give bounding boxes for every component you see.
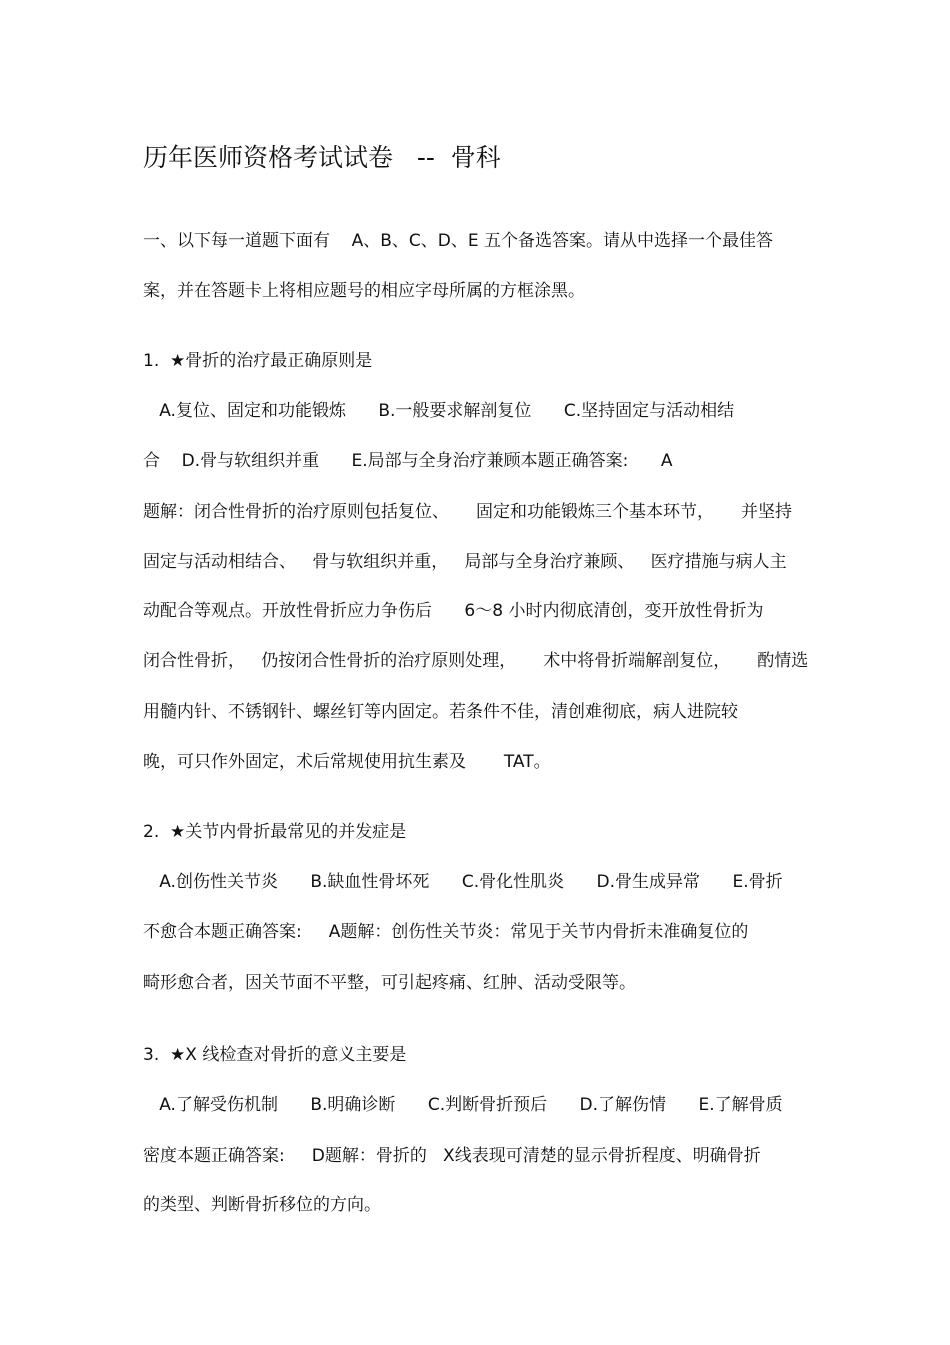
page-title: 历年医师资格考试试卷 -- 骨科 xyxy=(143,143,501,172)
question-text-line: 固定与活动相结合、 骨与软组织并重， 局部与全身治疗兼顾、 医疗措施与病人主 xyxy=(143,552,787,572)
question-stem: 1. ★骨折的治疗最正确原则是 xyxy=(143,351,373,371)
question-text-line: 题解：闭合性骨折的治疗原则包括复位、 固定和功能锻炼三个基本环节， 并坚持 xyxy=(143,502,793,522)
question-text-line: 的类型、判断骨折移位的方向。 xyxy=(143,1195,381,1215)
question-text-line: 闭合性骨折， 仍按闭合性骨折的治疗原则处理， 术中将骨折端解剖复位， 酌情选 xyxy=(143,651,809,671)
question-stem: 2. ★关节内骨折最常见的并发症是 xyxy=(143,822,407,842)
instruction-line: 一、以下每一道题下面有 A、B、C、D、E 五个备选答案。请从中选择一个最佳答 xyxy=(143,231,774,251)
question-text-line: 合 D.骨与软组织并重 E.局部与全身治疗兼顾本题正确答案: A xyxy=(143,451,673,471)
question-text-line: 用髓内针、不锈钢针、螺丝钉等内固定。若条件不佳，清创难彻底，病人进院较 xyxy=(143,702,738,722)
question-text-line: 畸形愈合者，因关节面不平整，可引起疼痛、红肿、活动受限等。 xyxy=(143,973,636,993)
question-text-line: A.创伤性关节炎 B.缺血性骨坏死 C.骨化性肌炎 D.骨生成异常 E.骨折 xyxy=(143,872,783,892)
question-text-line: 晚，可只作外固定，术后常规使用抗生素及 TAT。 xyxy=(143,752,551,772)
question-text-line: 动配合等观点。开放性骨折应力争伤后 6～8 小时内彻底清创，变开放性骨折为 xyxy=(143,601,764,621)
instruction-line: 案，并在答题卡上将相应题号的相应字母所属的方框涂黑。 xyxy=(143,281,585,301)
question-text-line: A.复位、固定和功能锻炼 B.一般要求解剖复位 C.坚持固定与活动相结 xyxy=(143,401,735,421)
question-stem: 3. ★X 线检查对骨折的意义主要是 xyxy=(143,1045,407,1065)
question-text-line: 不愈合本题正确答案: A题解：创伤性关节炎：常见于关节内骨折未准确复位的 xyxy=(143,922,749,942)
question-text-line: A.了解受伤机制 B.明确诊断 C.判断骨折预后 D.了解伤情 E.了解骨质 xyxy=(143,1095,783,1115)
question-text-line: 密度本题正确答案: D题解：骨折的 X线表现可清楚的显示骨折程度、明确骨折 xyxy=(143,1146,761,1166)
